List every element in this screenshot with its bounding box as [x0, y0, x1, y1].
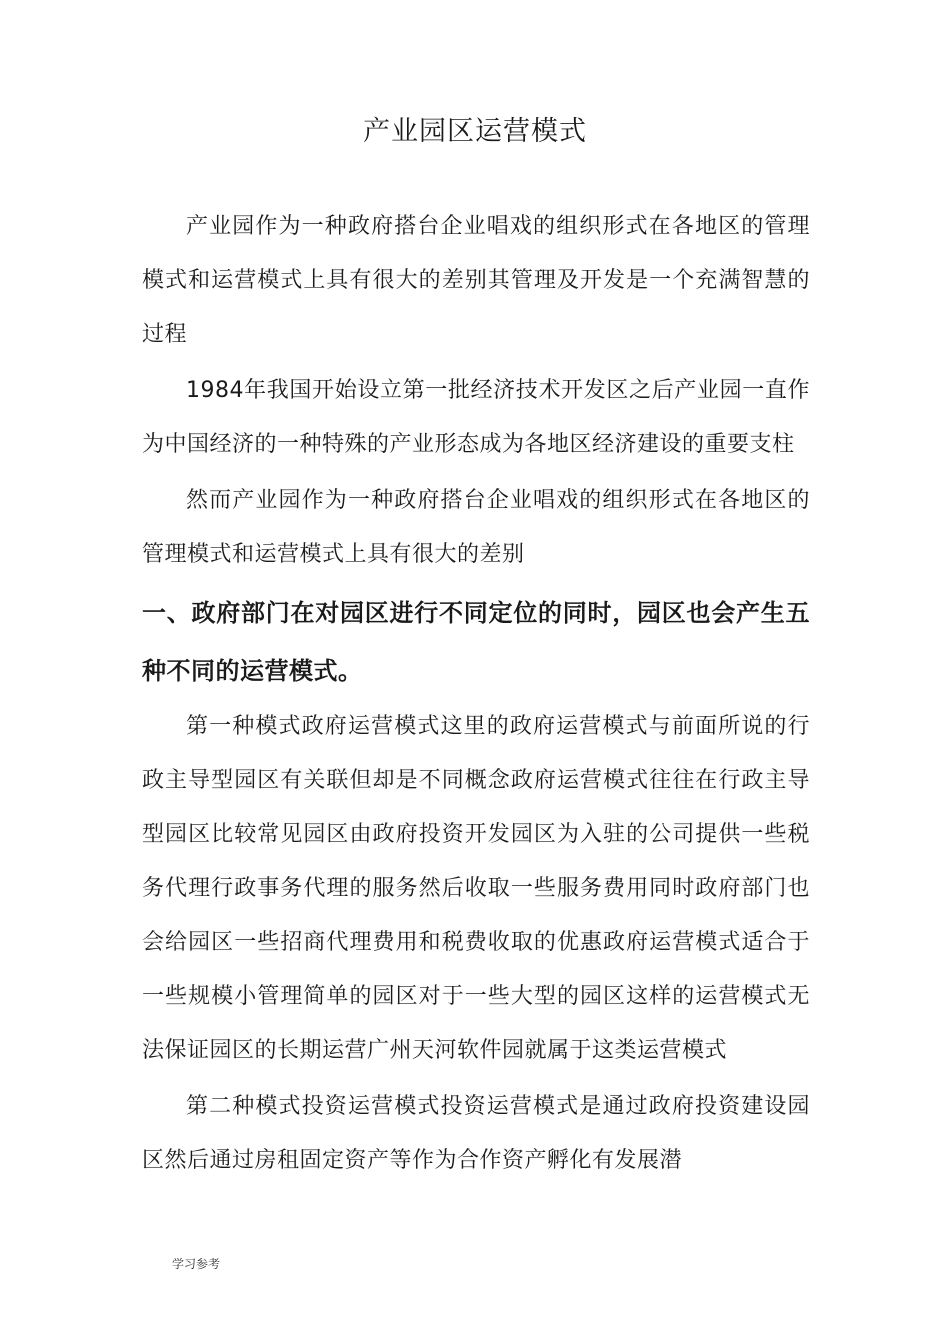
footer-note: 学习参考: [172, 1257, 221, 1271]
investment-mode-paragraph: 第二种模式投资运营模式投资运营模式是通过政府投资建设园区然后通过房租固定资产等作为合作资产孵化有发展潜: [142, 1094, 810, 1173]
government-mode-paragraph: 第一种模式政府运营模式这里的政府运营模式与前面所说的行政主导型园区有关联但却是不同概念政府运营模式往往在行政主导型园区比较常见园区由政府投资开发园区为入驻的公司提供一些税务代理行政事务代理的服务然后收取一些服务费用同时政府部门也会给园区一些招商代理费用和税费收取的优惠政府运营模式适合于一些规模小管理简单的园区对于一些大型的园区这样的运营模式无法保证园区的长期运营广州天河软件园就属于这类运营模式: [142, 714, 810, 1063]
history-paragraph: 1984年我国开始设立第一批经济技术开发区之后产业园一直作为中国经济的一种特殊的产业形态成为各地区经济建设的重要支柱: [142, 378, 810, 457]
document-body: [142, 200, 810, 1190]
intro-paragraph: 产业园作为一种政府搭台企业唱戏的组织形式在各地区的管理模式和运营模式上具有很大的差别其管理及开发是一个充满智慧的过程: [142, 214, 810, 347]
section-heading: 一、政府部门在对园区进行不同定位的同时，园区也会产生五种不同的运营模式。: [142, 599, 810, 685]
difference-paragraph: 然而产业园作为一种政府搭台企业唱戏的组织形式在各地区的管理模式和运营模式上具有很大的差别: [142, 488, 810, 567]
document-title: 产业园区运营模式: [363, 116, 587, 147]
